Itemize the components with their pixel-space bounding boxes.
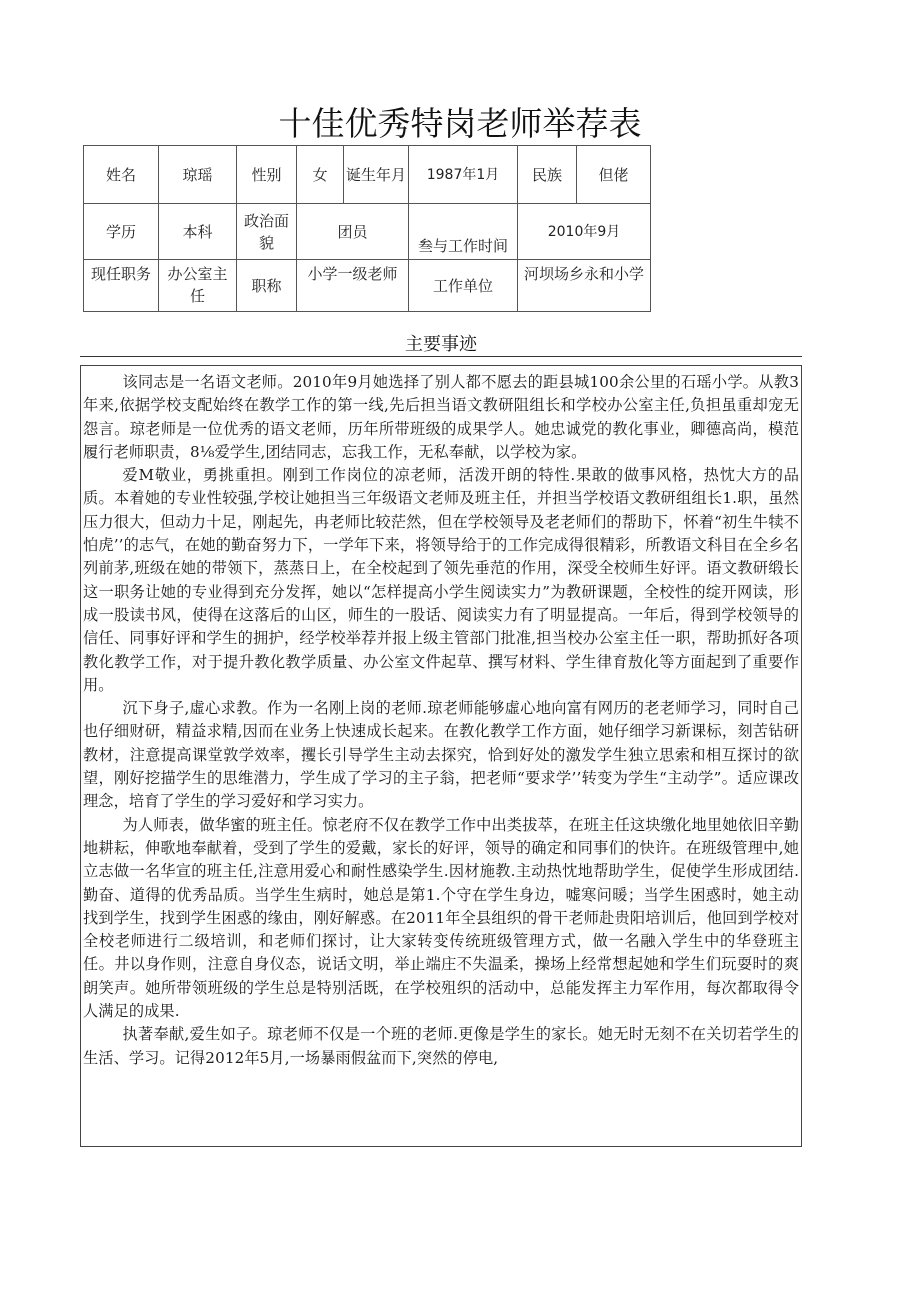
ethnicity-label: 民族: [518, 146, 577, 204]
paragraph: 该同志是一名语文老师。2010年9月她选择了别人都不愿去的距县城100余公里的石瑶小学。从教3年来,依据学校支配始终在教学工作的第一线,先后担当语文教研阻组长和学校办公室主任,负担虽重却宠无怨言。琼老师是一位优秀的语文老师，历年所带班级的成果学人。她忠诚党的教化事业，卿德高尚，模范履行老师职责，8⅛爱学生,团结同志，忘我工作，无私奉献，以学校为家。: [83, 373, 799, 461]
position-value: 办公室主任: [159, 260, 237, 312]
title-value: 小学一级老师: [297, 260, 409, 312]
name-value: 琼瑶: [159, 146, 237, 204]
unit-value: 河坝场乡永和小学: [518, 260, 651, 312]
political-label: 政治面貌: [237, 204, 297, 260]
birth-value: 1987年1月: [409, 146, 518, 204]
section-divider: [80, 356, 802, 357]
paragraph: 爱M敬业，勇挑重担。刚到工作岗位的凉老师，活泼开朗的特性.果敢的做事风格，热忱大方的品质。本着她的专业性较强,学校让她担当三年级语文老师及班主任，并担当学校语文教研组组长1.职，虽然压力很大，但动力十足，刚起先，冉老师比较茫然，但在学校领导及老老师们的帮助下，怀着“初生牛犊不怕虎’’的志气，在她的勤奋努力下，一学年下来，将领导给于的工作完成得很精彩，所教语文科目在全乡名列前茅,班级在她的带领下，蒸蒸日上，在全校起到了领先垂范的作用，深受全校师生好评。语文教研缎长这一职务让她的专业得到充分发挥，她以“怎样提高小学生阅读实力”为教研课题，全校性的绽开网读，形成一股读书风，使得在这落后的山区，师生的一股话、阅读实力有了明显提高。一年后，得到学校领导的信任、同事好评和学生的拥护，经学校举荐并报上级主管部门批准,担当校办公室主任一职，帮助抓好各项教化教学工作，对于提升教化教学质量、办公室文件起草、撰写材料、学生律育敖化等方面起到了重要作用。: [83, 466, 799, 694]
paragraph: 执著奉献,爱生如子。琼老师不仅是一个班的老师.更像是学生的家长。她无时无刻不在关切若学生的生活、学习。记得2012年5月,一场暴雨假盆而下,突然的停电,: [83, 1025, 799, 1067]
info-row-3: [84, 260, 651, 312]
info-row-2: [84, 204, 651, 260]
document-title: 十佳优秀特岗老师举荐表: [278, 104, 642, 143]
name-label: 姓名: [84, 146, 159, 204]
gender-value: 女: [297, 146, 344, 204]
education-label: 学历: [84, 204, 159, 260]
education-value: 本科: [159, 204, 237, 260]
info-row-1: [84, 146, 651, 204]
paragraph: 沉下身子,虛心求教。作为一名刚上岗的老师.琼老师能够虛心地向富有网历的老老师学习，同时自己也仔细财研，精益求精,因而在业务上快速成长起来。在教化教学工作方面，她仔细学习新课标，刻苦钻研教材，注意提高课堂敦学效率，攫长引导学生主动去探究，恰到好处的激发学生独立思索和相互探讨的欲望，刚好挖描学生的思维潜力，学生成了学习的主子翁，把老师“要求学’’转变为学生“主动学”。适应课改理念，培育了学生的学习爱好和学习实力。: [83, 699, 799, 811]
main-deeds-box: [80, 365, 802, 1147]
info-table: [83, 145, 651, 312]
ethnicity-value: 但佬: [577, 146, 651, 204]
section-title: 主要事迹: [405, 334, 477, 355]
work-start-label: 叁与工作时间: [409, 204, 518, 260]
gender-label: 性别: [237, 146, 297, 204]
work-start-value: 2010年9月: [518, 204, 651, 260]
political-value: 团员: [297, 204, 409, 260]
birth-label: 诞生年月: [344, 146, 409, 204]
position-label: 现任职务: [84, 260, 159, 312]
paragraph: 为人师表，做华蜜的班主任。惊老府不仅在教学工作中出类拔萃，在班主任这块缴化地里她依旧辛勤地耕耘，伸歌地奉献着，受到了学生的爱戴，家长的好评，领导的确定和同事们的快许。在班级管理中,她立志做一名华宣的班主任,注意用爱心和耐性感染学生.因材施教.主动热忱地帮助学生，促使学生形成团结.勤奋、道得的优秀品质。当学生生病时，她总是第1.个守在学生身边，嘘寒问暖；当学生困惑时，她主动找到学生，找到学生困惑的缘由，刚好解惑。在2011年全县组织的骨干老师赴贵阳培训后，他回到学校对全校老师进行二级培训，和老师们探讨，让大家转变传统班级管理方式，做一名融入学生中的华登班主任。井以身作则，注意自身仪态，说话文明，举止端庄不失温柔，操场上经常想起她和学生们玩耍时的爽朗笑声。她所带领班级的学生总是特别活既，在学校殂织的活动中，总能发挥主力军作用，每次都取得令人满足的成果.: [83, 815, 799, 1021]
title-label: 职称: [237, 260, 297, 312]
unit-label: 工作单位: [409, 260, 518, 312]
